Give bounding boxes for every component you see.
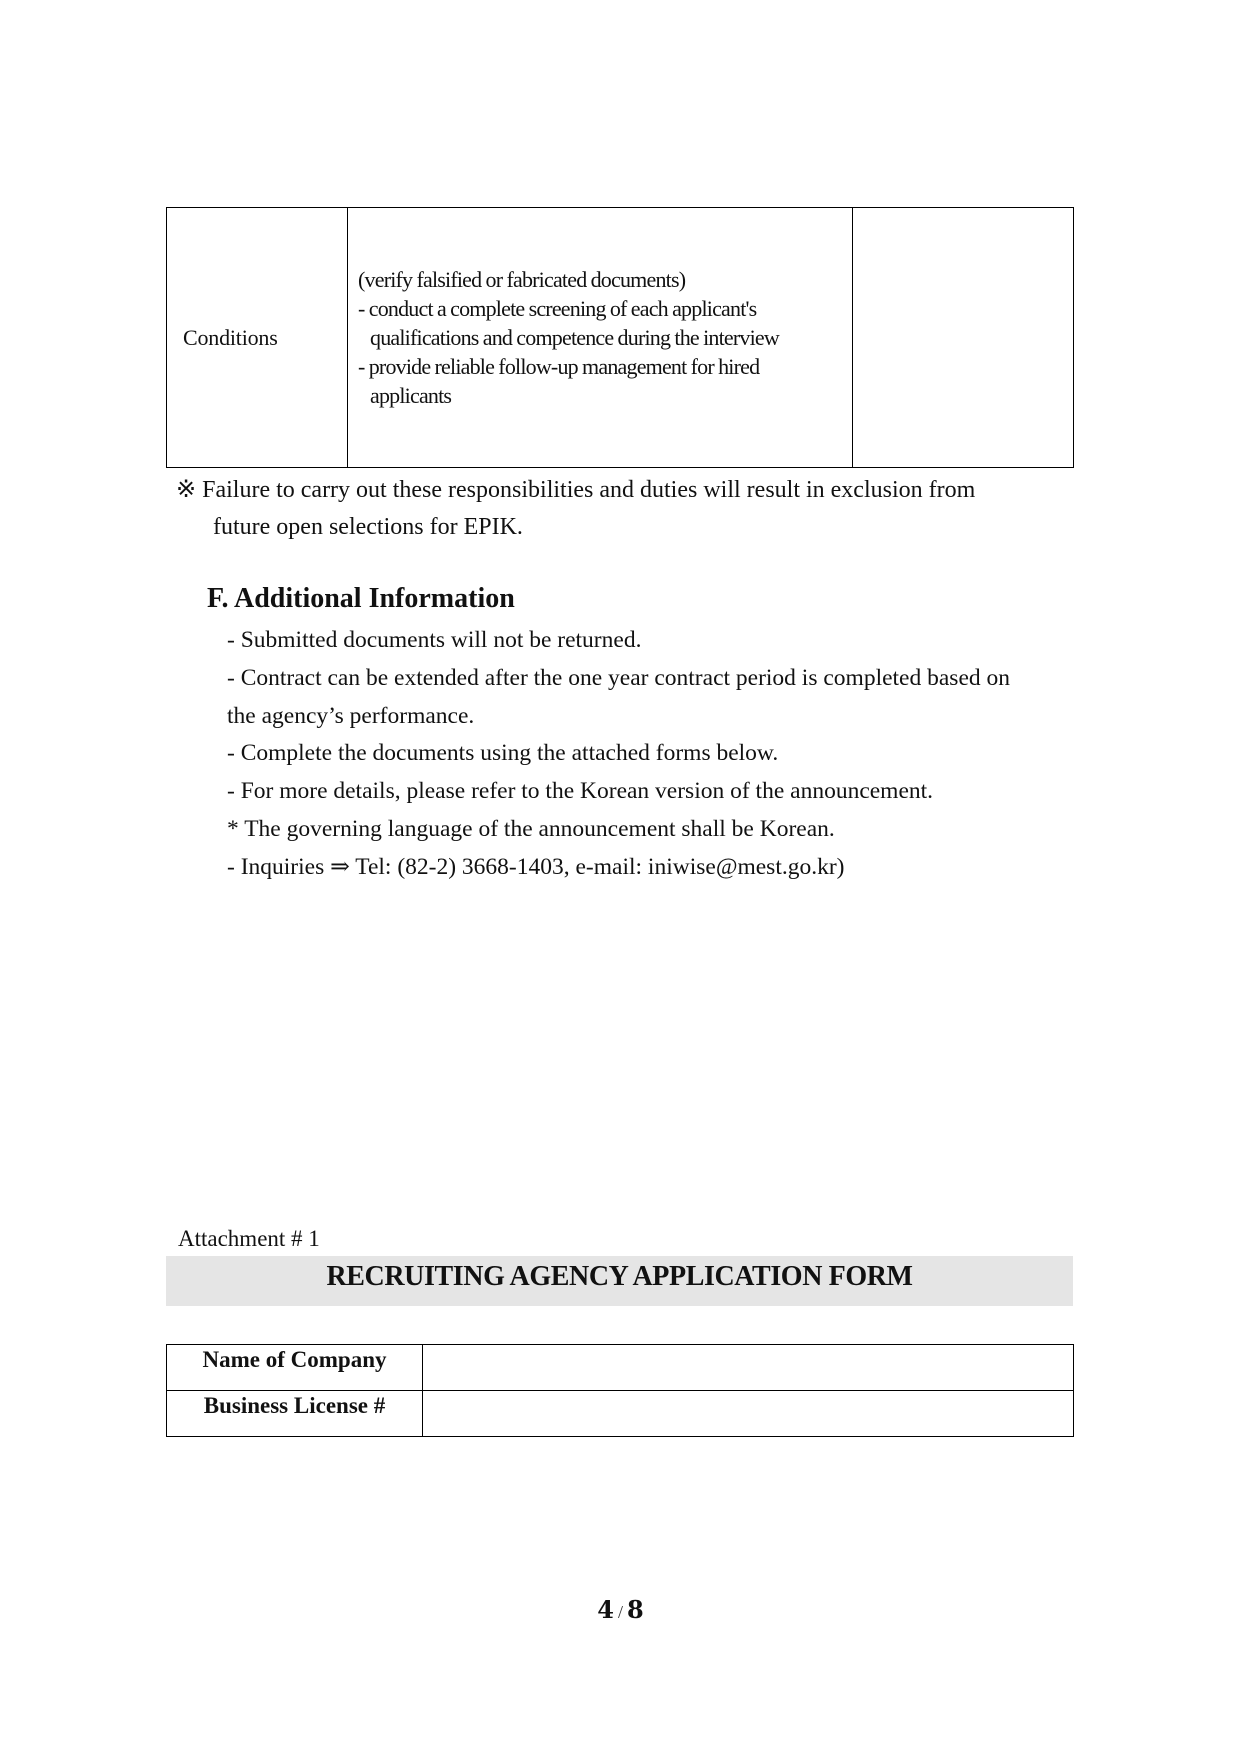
list-item: - Inquiries ⇒ Tel: (82-2) 3668-1403, e-mail: iniwise@mest.go.kr)	[227, 853, 845, 880]
form-title-bar	[166, 1256, 1073, 1306]
list-item: - Contract can be extended after the one year contract period is completed based on	[227, 664, 1010, 691]
list-item: - Complete the documents using the attached forms below.	[227, 740, 779, 767]
list-item: * The governing language of the announcement shall be Korean.	[227, 815, 835, 842]
conditions-remarks-cell	[853, 208, 1074, 468]
list-item: - Submitted documents will not be returned.	[227, 627, 642, 653]
total-pages: 8	[627, 1595, 644, 1624]
company-name-field[interactable]	[423, 1345, 1074, 1391]
condition-line: - provide reliable follow-up management for hired	[358, 354, 760, 379]
conditions-label: Conditions	[167, 208, 348, 468]
attachment-label: Attachment # 1	[178, 1226, 320, 1251]
condition-line: - conduct a complete screening of each applicant's	[358, 296, 757, 321]
conditions-table	[166, 207, 1074, 468]
additional-info-list	[227, 622, 1087, 887]
exclusion-note	[176, 472, 1076, 546]
list-item: - For more details, please refer to the Korean version of the announcement.	[227, 778, 934, 805]
section-f-heading: F. Additional Information	[207, 583, 515, 614]
table-row	[167, 1345, 1074, 1391]
business-license-label: Business License #	[167, 1391, 423, 1437]
page-separator: /	[617, 1602, 623, 1622]
note-line-2: future open selections for EPIK.	[213, 514, 523, 540]
note-line-1: Failure to carry out these responsibilities and duties will result in exclusion from	[202, 477, 976, 503]
application-form-table	[166, 1344, 1074, 1437]
form-title: RECRUITING AGENCY APPLICATION FORM	[326, 1261, 913, 1292]
condition-line: applicants	[370, 383, 452, 408]
company-name-label: Name of Company	[167, 1345, 423, 1391]
table-row	[167, 208, 1074, 468]
table-row	[167, 1391, 1074, 1437]
condition-line: (verify falsified or fabricated documents)	[358, 267, 686, 292]
conditions-description	[348, 208, 853, 468]
business-license-field[interactable]	[423, 1391, 1074, 1437]
list-item: the agency’s performance.	[227, 702, 475, 729]
reference-mark-icon: ※	[176, 477, 197, 503]
page-number	[0, 1595, 1241, 1624]
current-page: 4	[597, 1595, 614, 1624]
condition-line: qualifications and competence during the interview	[370, 325, 779, 350]
